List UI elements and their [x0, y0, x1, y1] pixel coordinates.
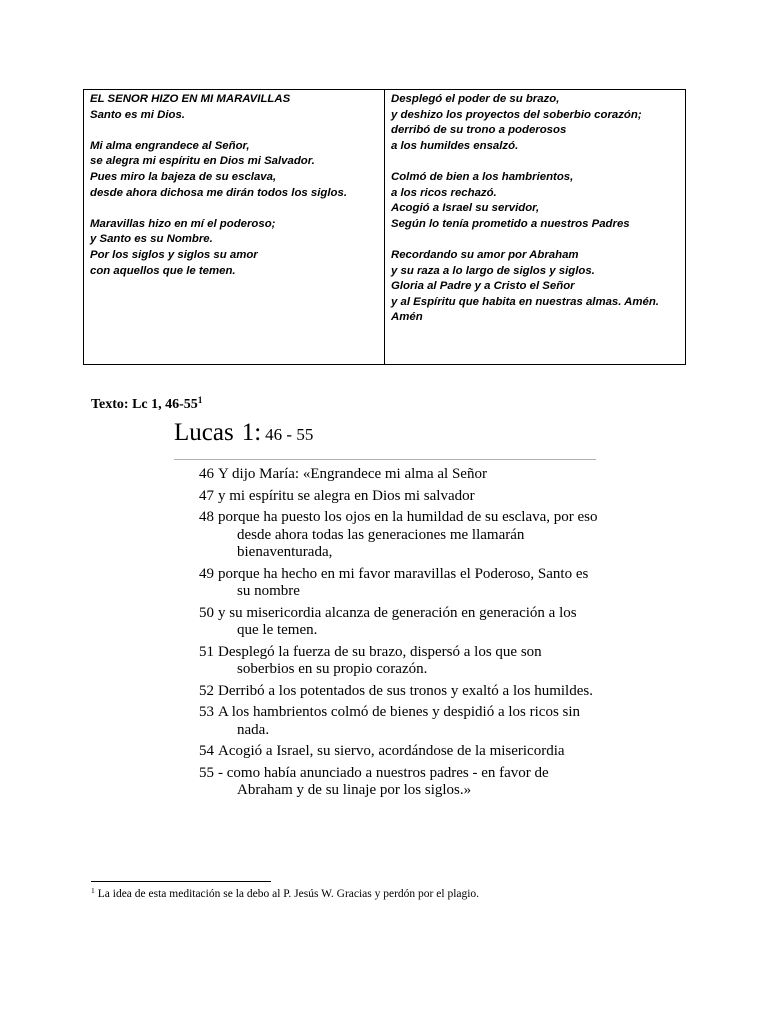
hymn-line: Amén — [391, 311, 423, 324]
verse-number: 53 — [199, 704, 214, 720]
hymn-line: Maravillas hizo en mí el poderoso; — [90, 217, 276, 230]
footnote-divider — [91, 881, 271, 882]
verse-text: Desplegó la fuerza de su brazo, dispersó a los que son soberbios en su propio corazón. — [218, 643, 542, 677]
footnote — [91, 888, 479, 900]
hymn-right-column — [385, 90, 685, 364]
verse — [199, 704, 599, 739]
verse-text: y mi espíritu se alegra en Dios mi salvador — [218, 487, 475, 504]
hymn-stanza — [391, 170, 679, 232]
hymn-line: desde ahora dichosa me dirán todos los siglos. — [90, 186, 347, 199]
hymn-line: y al Espíritu que habita en nuestras almas. Amén. — [391, 295, 659, 308]
verse — [199, 605, 599, 640]
verse-number: 46 — [199, 466, 214, 482]
verse-number: 49 — [199, 565, 214, 582]
verse — [199, 644, 599, 679]
hymn-line: Según lo tenía prometido a nuestros Padres — [391, 217, 630, 230]
verse-text: Y dijo María: «Engrandece mi alma al Señor — [218, 466, 487, 482]
hymn-line: y Santo es su Nombre. — [90, 233, 213, 246]
verse — [199, 566, 599, 601]
hymn-table — [83, 89, 686, 365]
verse-number: 54 — [199, 743, 214, 759]
hymn-line: Por los siglos y siglos su amor — [90, 248, 258, 261]
hymn-line: Colmó de bien a los hambrientos, — [391, 170, 574, 183]
hymn-line: derribó de su trono a poderosos — [391, 124, 567, 137]
hymn-line: Acogió a Israel su servidor, — [391, 202, 540, 215]
verse-number: 51 — [199, 643, 214, 660]
verse-text: Derribó a los potentados de sus tronos y exaltó a los humildes. — [218, 682, 593, 699]
text-reference — [91, 397, 202, 413]
hymn-line: con aquellos que le temen. — [90, 264, 236, 277]
verse-text: y su misericordia alcanza de generación en generación a los que le temen. — [218, 604, 577, 638]
verse-text: A los hambrientos colmó de bienes y despidió a los ricos sin nada. — [218, 704, 581, 738]
hymn-stanza — [391, 248, 679, 326]
hymn-line: a los humildes ensalzó. — [391, 139, 519, 152]
hymn-stanza — [391, 92, 679, 154]
hymn-line: Pues miro la bajeza de su esclava, — [90, 170, 277, 183]
hymn-title: EL SENOR HIZO EN MI MARAVILLAS — [90, 93, 291, 105]
hymn-stanza — [90, 217, 378, 279]
verse — [199, 683, 599, 701]
hymn-line: Recordando su amor por Abraham — [391, 248, 579, 261]
hymn-stanza — [90, 139, 378, 201]
verse-number: 55 — [199, 764, 214, 781]
hymn-line: se alegra mi espíritu en Dios mi Salvador. — [90, 155, 315, 168]
verse-text: Acogió a Israel, su siervo, acordándose de la misericordia — [218, 743, 565, 759]
verse-number: 47 — [199, 487, 214, 504]
text-reference-label: Texto: Lc 1, 46-55 — [91, 397, 198, 412]
verse — [199, 765, 599, 800]
verse-number: 50 — [199, 604, 214, 621]
verse-list — [199, 466, 599, 804]
verse-text: porque ha puesto los ojos en la humildad de su esclava, por eso desde ahora todas las generaciones me llamarán bienaventurada, — [218, 509, 598, 560]
chapter-number: 1: — [241, 419, 262, 446]
hymn-line: y su raza a lo largo de siglos y siglos. — [391, 264, 595, 277]
footnote-text: La idea de esta meditación se la debo al P. Jesús W. Gracias y perdón por el plagio. — [97, 888, 480, 900]
hymn-line: Mi alma engrandece al Señor, — [90, 139, 250, 152]
hymn-line: y deshizo los proyectos del soberbio corazón; — [391, 108, 642, 121]
verse — [199, 509, 599, 562]
hymn-line: a los ricos rechazó. — [391, 186, 497, 199]
footnote-ref-marker: 1 — [197, 395, 203, 405]
hymn-stanza — [90, 92, 378, 123]
hymn-subtitle: Santo es mi Dios. — [90, 108, 185, 121]
verse-number: 52 — [199, 682, 214, 699]
book-name: Lucas — [174, 419, 234, 446]
verse-range: 46 - 55 — [265, 425, 314, 444]
verse-text: porque ha hecho en mi favor maravillas el Poderoso, Santo es su nombre — [218, 565, 589, 599]
verse-text: - como había anunciado a nuestros padres - en favor de Abraham y de su linaje por los siglos.» — [218, 764, 549, 798]
verse-number: 48 — [199, 509, 214, 525]
heading-divider — [174, 459, 596, 460]
hymn-left-column — [84, 90, 385, 364]
verse — [199, 488, 599, 506]
passage-heading — [174, 419, 313, 447]
hymn-line: Desplegó el poder de su brazo, — [391, 93, 560, 105]
verse — [199, 466, 599, 484]
footnote-marker: 1 — [91, 886, 95, 895]
verse — [199, 743, 599, 761]
hymn-line: Gloria al Padre y a Cristo el Señor — [391, 280, 575, 293]
